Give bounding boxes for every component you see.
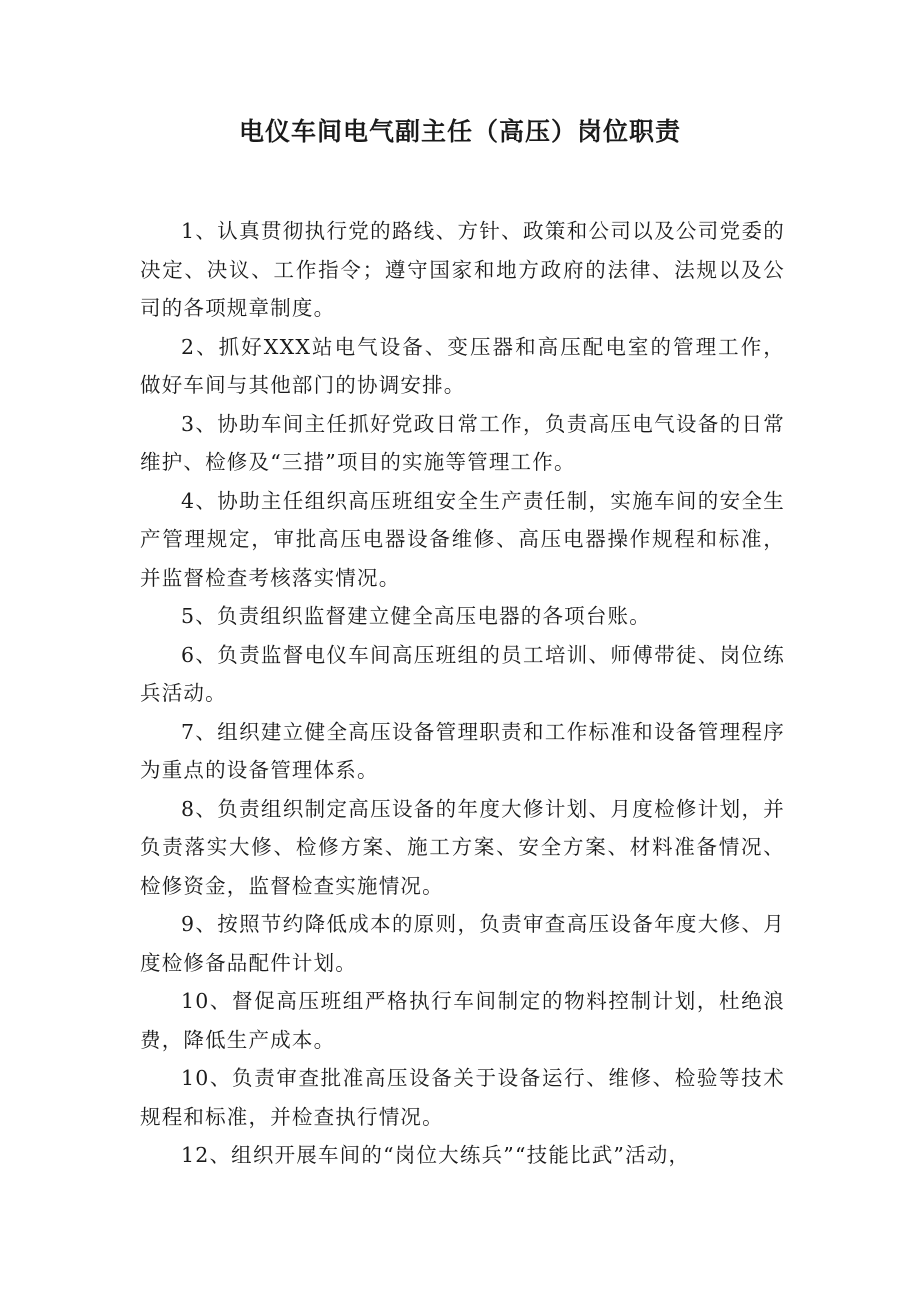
paragraph-10: 10、督促高压班组严格执行车间制定的物料控制计划，杜绝浪费，降低生产成本。 [140,989,785,1052]
page-title: 电仪车间电气副主任（高压）岗位职责 [238,117,681,146]
paragraph-4: 4、协助主任组织高压班组安全生产责任制，实施车间的安全生产管理规定，审批高压电器设备维修、高压电器操作规程和标准，并监督检查考核落实情况。 [140,488,785,590]
paragraph-6: 6、负责监督电仪车间高压班组的员工培训、师傅带徒、岗位练兵活动。 [140,642,785,705]
paragraph-9: 9、按照节约降低成本的原则，负责审查高压设备年度大修、月度检修备品配件计划。 [140,912,785,975]
paragraph-3: 3、协助车间主任抓好党政日常工作，负责高压电气设备的日常维护、检修及“三措”项目的实施等管理工作。 [140,411,785,474]
paragraph-5: 5、负责组织监督建立健全高压电器的各项台账。 [181,604,651,628]
paragraph-1: 1、认真贯彻执行党的路线、方针、政策和公司以及公司党委的决定、决议、工作指令；遵守国家和地方政府的法律、法规以及公司的各项规章制度。 [140,219,785,320]
paragraph-11: 10、负责审查批准高压设备关于设备运行、维修、检验等技术规程和标准，并检查执行情况。 [140,1066,785,1129]
document-body [140,212,785,1175]
paragraph-2: 2、抓好XXX站电气设备、变压器和高压配电室的管理工作，做好车间与其他部门的协调安排。 [140,334,785,397]
paragraph-12: 12、组织开展车间的“岗位大练兵”“技能比武”活动， [181,1143,691,1167]
paragraph-8: 8、负责组织制定高压设备的年度大修计划、月度检修计划，并负责落实大修、检修方案、施工方案、安全方案、材料准备情况、检修资金，监督检查实施情况。 [140,796,785,898]
paragraph-7: 7、组织建立健全高压设备管理职责和工作标准和设备管理程序为重点的设备管理体系。 [140,719,785,782]
